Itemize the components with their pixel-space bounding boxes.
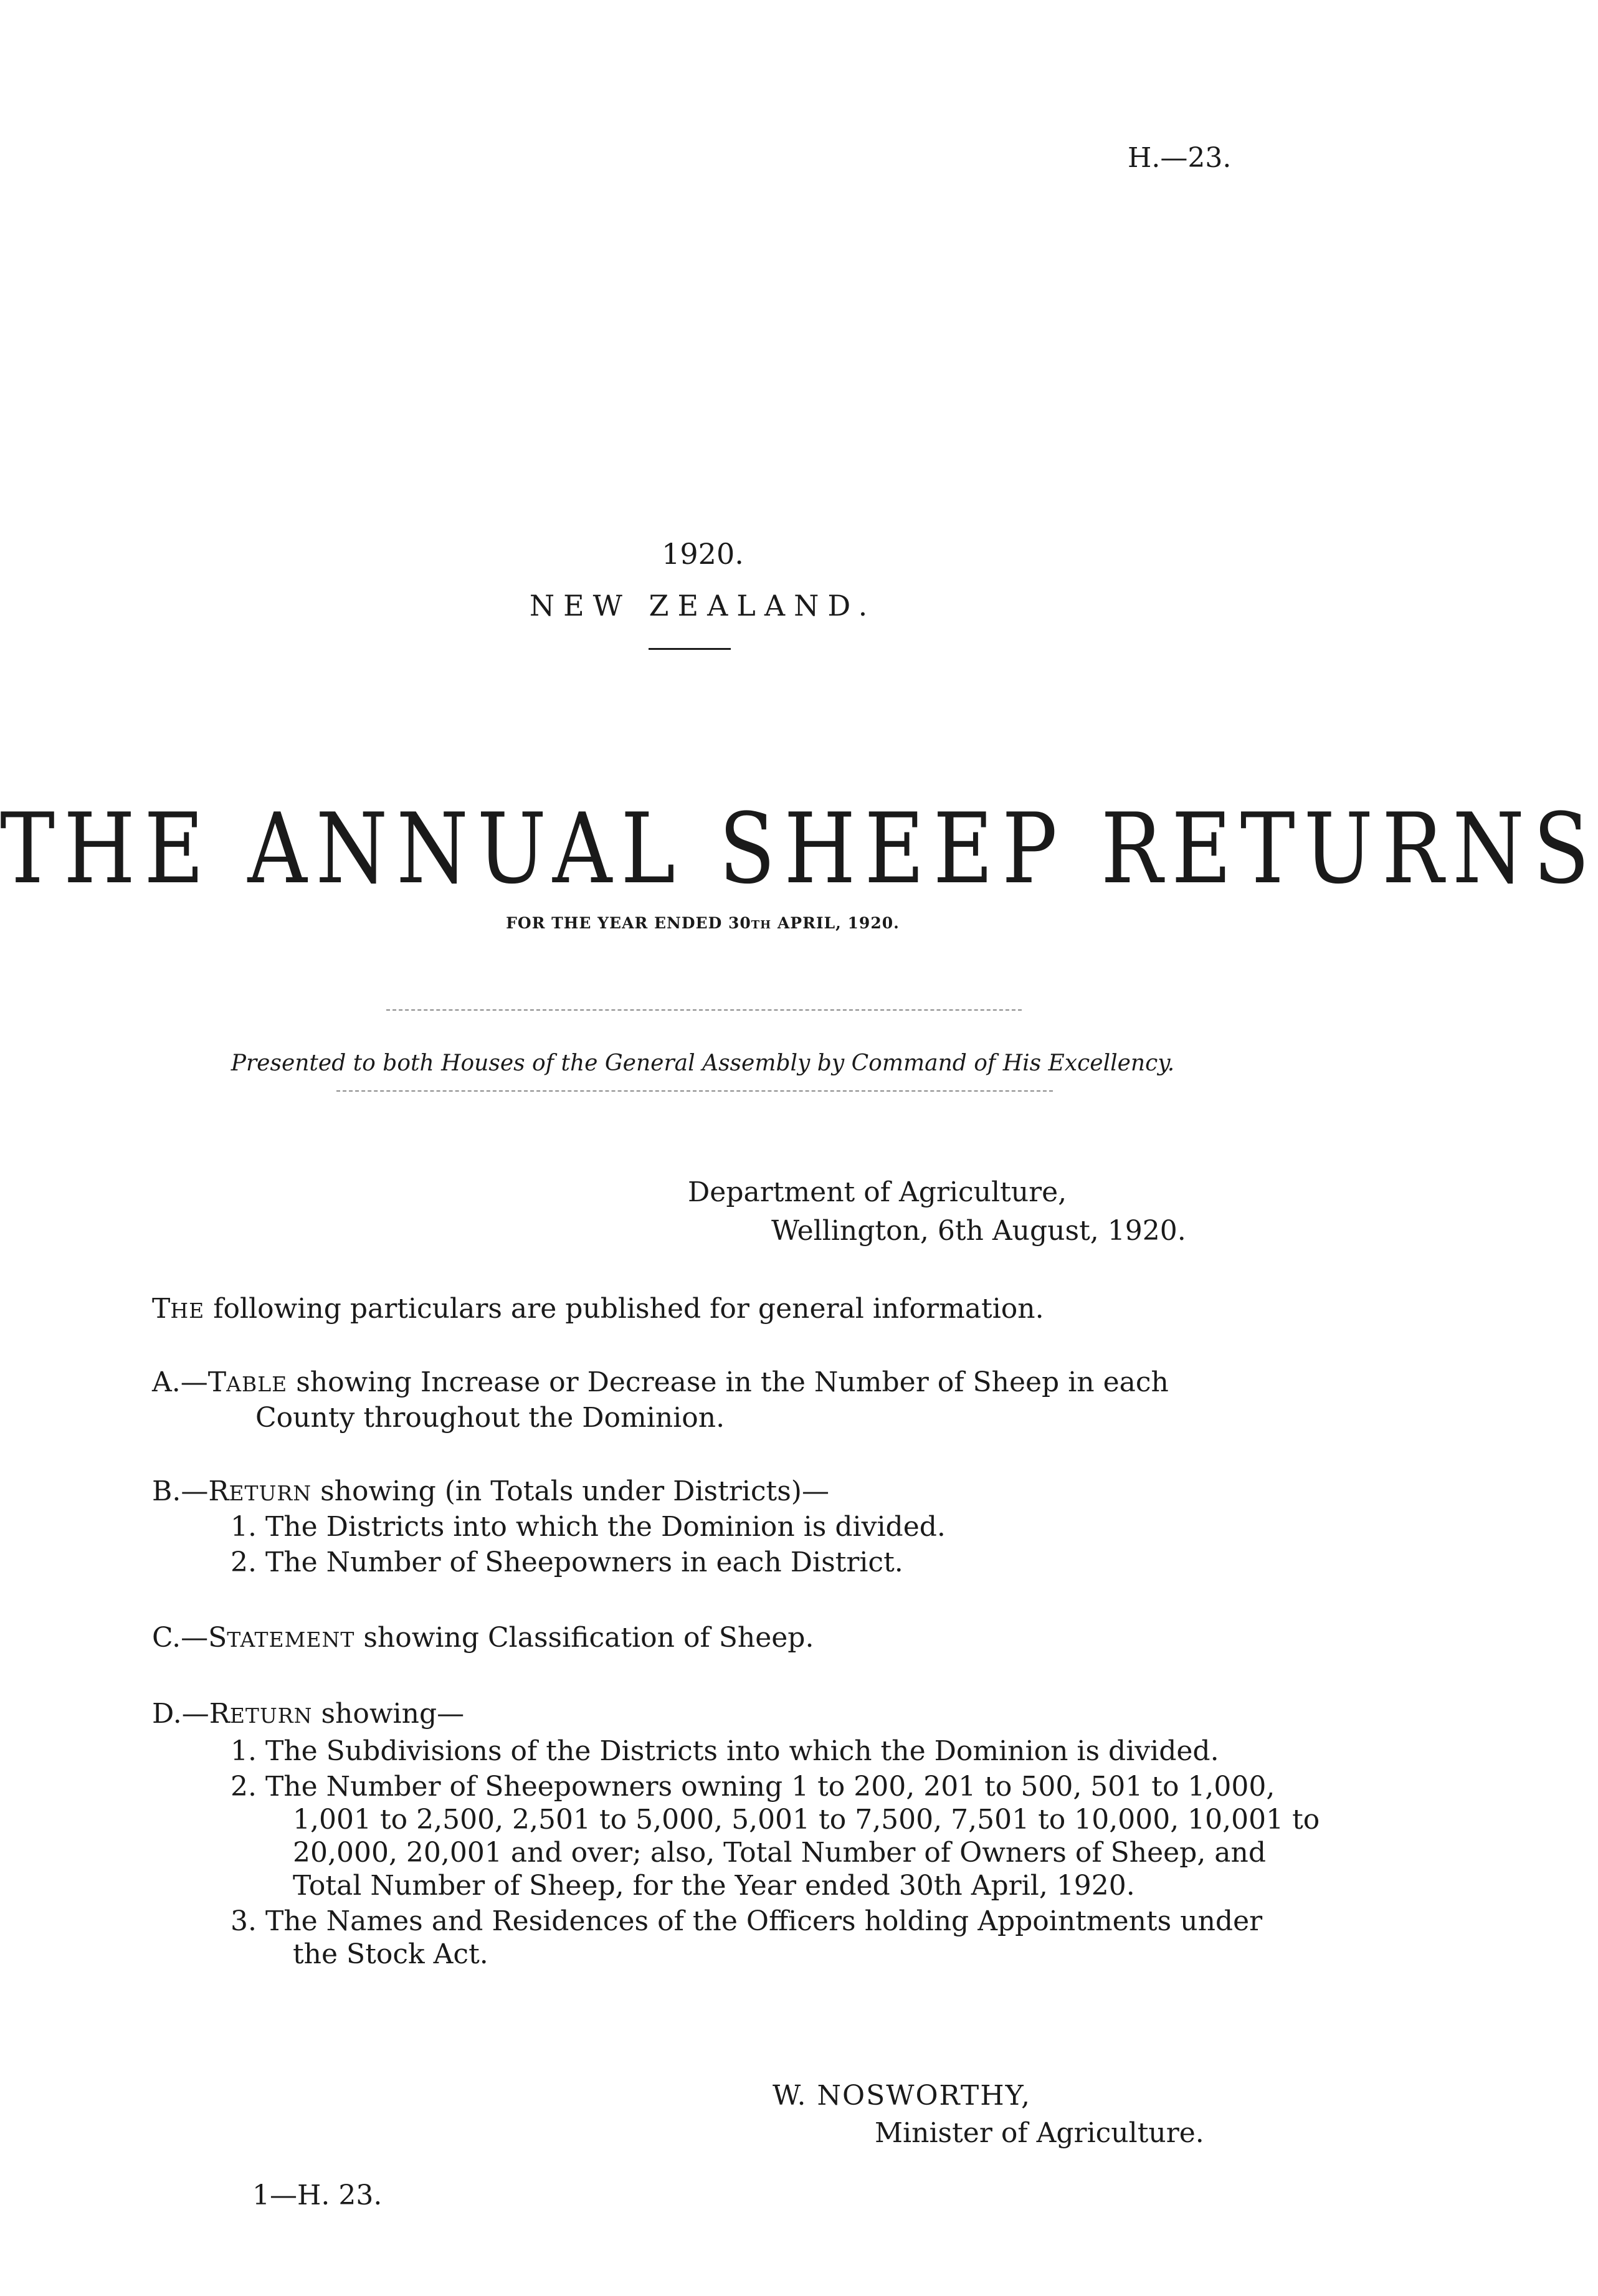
signatory-title: Minister of Agriculture. [875,2117,1204,2149]
section-a-lead-smallcaps: ABLE [226,1372,288,1396]
document-title: THE ANNUAL SHEEP RETURNS [0,793,1598,906]
section-c-prefix: C.— [152,1622,209,1654]
subtitle-suffix: APRIL, 1920. [771,914,900,932]
section-d-item-2-line4: Total Number of Sheep, for the Year ended 30th April, 1920. [293,1870,1135,1902]
section-b-lead-smallcaps: ETURN [229,1481,312,1505]
department-place-date: Wellington, 6th August, 1920. [771,1215,1186,1247]
section-d-item-3-line2: the Stock Act. [293,1938,488,1970]
subtitle-ordinal: TH [751,918,772,931]
section-c-lead-smallcaps: TATEMENT [227,1627,355,1652]
section-a-lead-cap: T [207,1366,227,1398]
section-b-prefix: B.— [152,1475,209,1507]
paper-reference: H.—23. [1128,142,1232,174]
section-b-item-1: 1. The Districts into which the Dominion is divided. [231,1511,946,1543]
section-d-lead-smallcaps: ETURN [229,1703,313,1728]
sheet-reference: 1—H. 23. [252,2179,383,2211]
section-b-lead-cap: R [208,1475,229,1507]
intro-text: following particulars are published for general information. [204,1293,1044,1325]
heading-divider [649,648,731,650]
section-d-item-1: 1. The Subdivisions of the Districts into which the Dominion is divided. [231,1735,1219,1767]
section-a-prefix: A.— [152,1366,208,1398]
section-d-item-2-line2: 1,001 to 2,500, 2,501 to 5,000, 5,001 to 7,500, 7,501 to 10,000, 10,001 to [293,1804,1320,1836]
section-a-text: showing Increase or Decrease in the Number of Sheep in each [287,1366,1169,1398]
section-d-line1 [152,1698,464,1730]
section-a-line1 [152,1366,1169,1398]
publication-year: 1920. [662,537,744,571]
department-name: Department of Agriculture, [688,1176,1067,1208]
document-subtitle [0,914,1405,932]
signatory-name: W. NOSWORTHY, [773,2080,1031,2112]
section-a-line2: County throughout the Dominion. [255,1402,725,1434]
bottom-dashed-rule [336,1090,1053,1092]
section-d-item-3-line1: 3. The Names and Residences of the Officers holding Appointments under [231,1905,1263,1937]
section-b-line1 [152,1475,829,1507]
section-c-line1 [152,1622,814,1654]
intro-lead-smallcaps: HE [170,1298,205,1323]
intro-lead-cap: T [152,1293,171,1325]
subtitle-prefix: FOR THE YEAR ENDED 30 [506,914,751,932]
top-dashed-rule [386,1009,1022,1011]
section-b-item-2: 2. The Number of Sheepowners in each District. [231,1546,903,1578]
country-heading: NEW ZEALAND. [529,589,877,622]
intro-paragraph [152,1293,1044,1325]
presented-line: Presented to both Houses of the General Assembly by Command of His Excellency. [231,1050,1175,1076]
section-d-lead-cap: R [209,1698,230,1730]
section-d-text: showing— [312,1698,465,1730]
section-d-item-2-line1: 2. The Number of Sheepowners owning 1 to 200, 201 to 500, 501 to 1,000, [231,1771,1275,1803]
section-c-lead-cap: S [208,1622,227,1654]
section-d-prefix: D.— [152,1698,209,1730]
section-c-text: showing Classification of Sheep. [354,1622,814,1654]
section-d-item-2-line3: 20,000, 20,001 and over; also, Total Number of Owners of Sheep, and [293,1837,1267,1869]
section-b-text: showing (in Totals under Districts)— [312,1475,829,1507]
